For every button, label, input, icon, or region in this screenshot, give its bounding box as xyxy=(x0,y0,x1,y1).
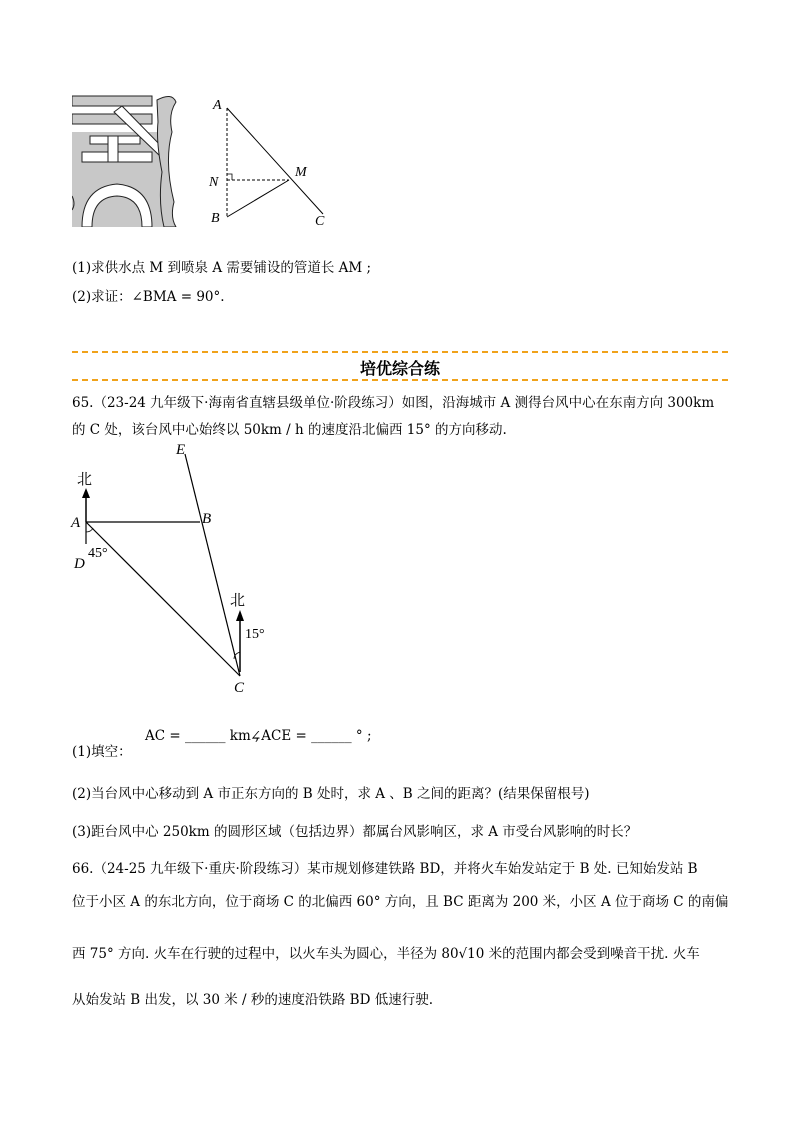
section-divider-top xyxy=(72,351,728,353)
q65-part3: (3)距台风中心 250km 的圆形区域（包括边界）都属台风影响区，求 A 市受台风影响的时长？ xyxy=(72,824,638,840)
label-B: B xyxy=(211,211,220,226)
label-D: D xyxy=(74,556,85,572)
section-header xyxy=(72,348,728,382)
north-label-2: 北 xyxy=(230,593,246,609)
q65-part2: (2)当台风中心移动到 A 市正东方向的 B 处时，求 A 、B 之间的距离？(结果保留根号) xyxy=(72,786,590,802)
prev-part2: (2)求证：∠BMA = 90°. xyxy=(72,289,225,305)
prev-part1: (1)求供水点 M 到喷泉 A 需要铺设的管道长 AM ; xyxy=(72,260,372,276)
label-B: B xyxy=(202,511,212,527)
q65-part1-ace: ∠ACE = ______ ° ; xyxy=(250,728,372,744)
section-divider-bottom xyxy=(72,379,728,381)
garden-illustration xyxy=(72,92,187,227)
q66-line4: 从始发站 B 出发，以 30 米 / 秒的速度沿铁路 BD 低速行驶. xyxy=(72,992,434,1008)
label-C: C xyxy=(234,680,245,696)
label-M: M xyxy=(295,165,307,180)
label-A: A xyxy=(213,98,222,113)
label-C: C xyxy=(315,214,325,229)
q66-line1: 66.（24-25 九年级下·重庆·阶段练习）某市规划修建铁路 BD，并将火车始发站定于 B 处. 已知始发站 B xyxy=(72,861,698,877)
typhoon-figure xyxy=(68,440,288,700)
q65-part1-ac: AC = ______ km , xyxy=(145,728,260,744)
section-title: 培优综合练 xyxy=(359,359,440,378)
north-label-1: 北 xyxy=(77,472,93,488)
angle-45: 45° xyxy=(88,546,108,561)
q65-part1-prefix: (1)填空： xyxy=(72,744,132,760)
q66-line2: 位于小区 A 的东北方向，位于商场 C 的北偏西 60° 方向，且 BC 距离为 200 米，小区 A 位于商场 C 的南偏 xyxy=(72,894,729,910)
q66-line3: 西 75° 方向. 火车在行驶的过程中，以火车头为圆心，半径为 80√10 米的范围内都会受到噪音干扰. 火车 xyxy=(72,946,700,962)
angle-15: 15° xyxy=(245,627,265,642)
label-N: N xyxy=(209,175,219,190)
label-A: A xyxy=(71,515,81,531)
q65-line2: 的 C 处，该台风中心始终以 50km / h 的速度沿北偏西 15° 的方向移动. xyxy=(72,422,507,438)
label-E: E xyxy=(176,442,186,458)
q65-line1: 65.（23-24 九年级下·海南省直辖县级单位·阶段练习）如图，沿海城市 A 测得台风中心在东南方向 300km xyxy=(72,395,715,411)
geometry-figure-amnbc xyxy=(205,96,340,231)
